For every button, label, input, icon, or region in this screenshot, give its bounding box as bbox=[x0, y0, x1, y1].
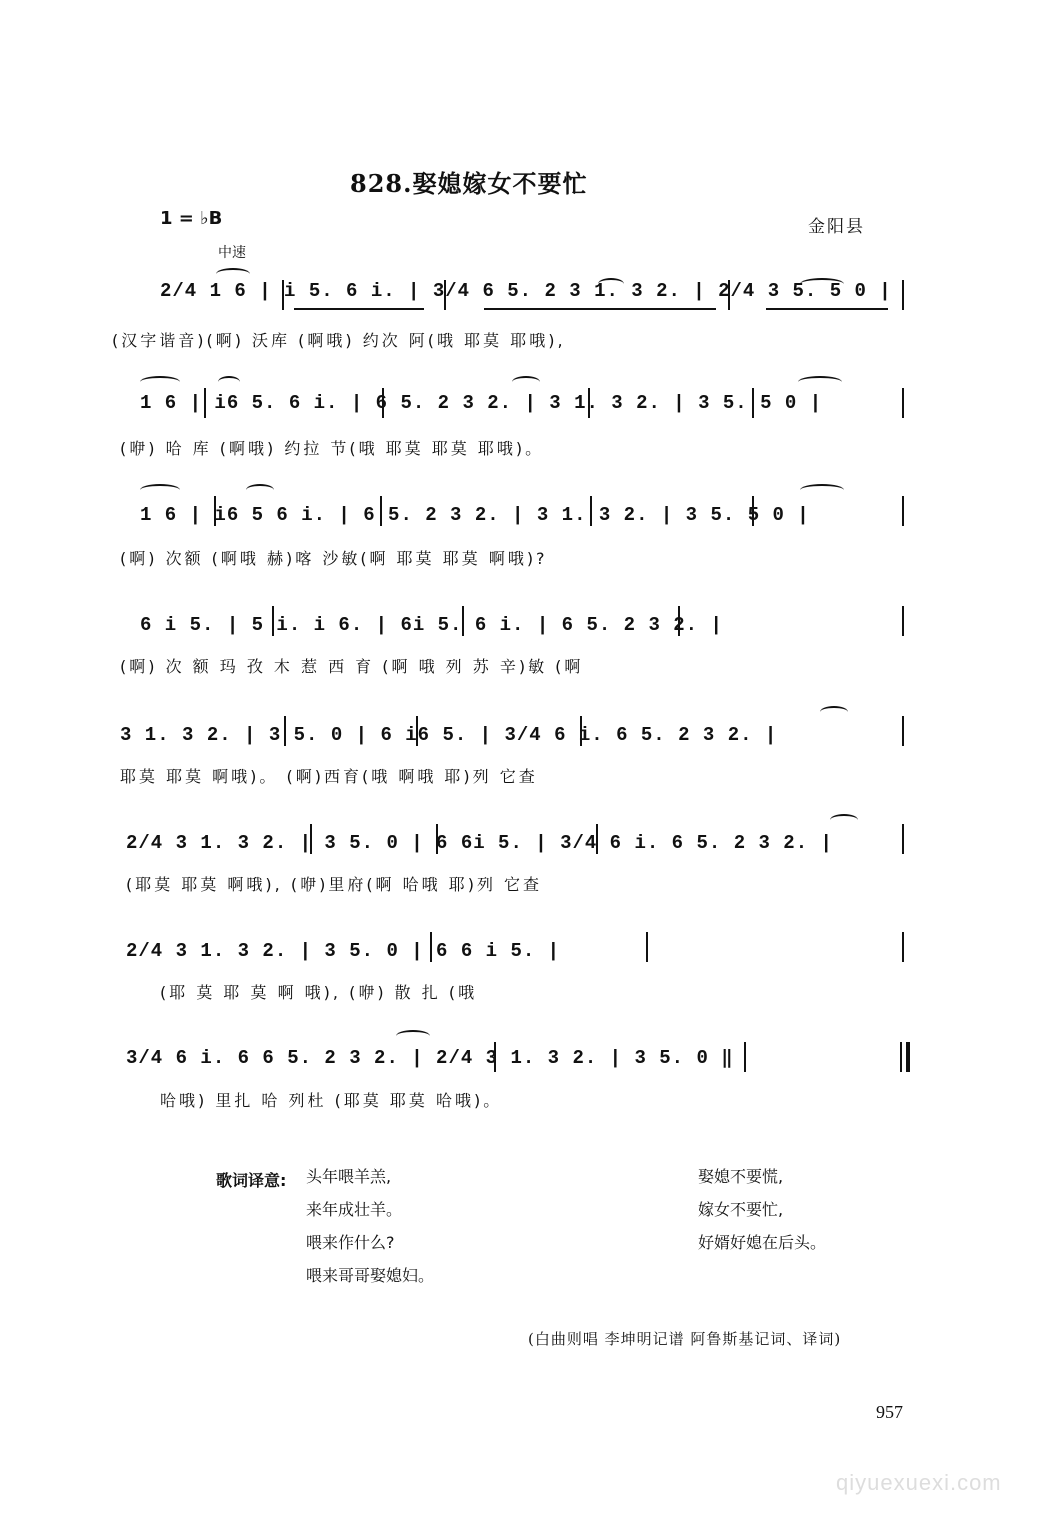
key-signature: 1 = ♭B bbox=[160, 208, 223, 229]
credits: (白曲则唱 李坤明记谱 阿鲁斯基记词、译词) bbox=[528, 1330, 842, 1348]
underline bbox=[294, 308, 424, 310]
translation-line: 喂来作什么? bbox=[306, 1233, 395, 1252]
notation-line: 2/4 3 1. 3 2. | 3 5. 0 | 6 6i 5. | 3/4 6 i. 6 5. 2 3 2. | bbox=[126, 832, 833, 854]
slur bbox=[140, 484, 180, 496]
notation-line: 1 6 | i6 5. 6 i. | 6 5. 2 3 2. | 3 1. 3 2. | 3 5. 5 0 | bbox=[140, 392, 823, 414]
notation-line: 6 i 5. | 5 i. i 6. | 6i 5. 6 i. | 6 5. 2 3 2. | bbox=[140, 614, 723, 636]
song-title: 828.娶媳嫁女不要忙 bbox=[350, 169, 588, 198]
notation-line: 3/4 6 i. 6 6 5. 2 3 2. | 2/4 3 1. 3 2. | 3 5. 0 ‖ bbox=[126, 1047, 734, 1069]
barline bbox=[902, 932, 904, 962]
translation-left bbox=[306, 1160, 434, 1292]
underline bbox=[484, 308, 716, 310]
translation-label: 歌词译意: bbox=[216, 1171, 287, 1190]
translation-line: 来年成壮羊。 bbox=[306, 1200, 403, 1219]
tempo-marking: 中速 bbox=[218, 245, 246, 261]
translation-line: 娶媳不要慌, bbox=[698, 1167, 784, 1186]
barline bbox=[902, 606, 904, 636]
notation-line: 3 1. 3 2. | 3 5. 0 | 6 i6 5. | 3/4 6 i. 6 5. 2 3 2. | bbox=[120, 724, 778, 746]
lyrics-line: (咿) 哈 库 (啊哦) 约拉 节(哦 耶莫 耶莫 耶哦)。 bbox=[120, 439, 545, 458]
translation-right bbox=[698, 1160, 826, 1259]
barline bbox=[902, 716, 904, 746]
lyrics-line: (耶莫 耶莫 啊哦), (咿)里府(啊 哈哦 耶)列 它查 bbox=[126, 875, 543, 894]
barline bbox=[900, 1042, 902, 1072]
slur bbox=[396, 1030, 430, 1042]
underline bbox=[766, 308, 888, 310]
lyrics-line: (啊) 次 额 玛 孜 木 惹 西 育 (啊 哦 列 苏 辛)敏 (啊 bbox=[120, 657, 584, 676]
notation-line: 1 6 | i6 5 6 i. | 6 5. 2 3 2. | 3 1. 3 2. | 3 5. 5 0 | bbox=[140, 504, 810, 526]
slur bbox=[820, 706, 848, 718]
watermark: qiyuexuexi.com bbox=[836, 1470, 1002, 1495]
barline bbox=[902, 280, 904, 310]
translation-line: 喂来哥哥娶媳妇。 bbox=[306, 1266, 435, 1285]
slur bbox=[246, 484, 274, 496]
translation-line: 好婿好媳在后头。 bbox=[698, 1233, 827, 1252]
slur bbox=[798, 376, 842, 388]
translation-line: 嫁女不要忙, bbox=[698, 1200, 784, 1219]
lyrics-line: (耶 莫 耶 莫 啊 哦), (咿) 散 扎 (哦 bbox=[160, 983, 478, 1002]
lyrics-line: 耶莫 耶莫 啊哦)。 (啊)西育(哦 啊哦 耶)列 它查 bbox=[120, 767, 538, 786]
notation-line: 2/4 1 6 | i 5. 6 i. | 3/4 6 5. 2 3 1. 3 2. | 2/4 3 5. 5 0 | bbox=[160, 280, 892, 302]
slur bbox=[512, 376, 540, 388]
barline bbox=[902, 496, 904, 526]
lyrics-line: 哈哦) 里扎 哈 列杜 (耶莫 耶莫 哈哦)。 bbox=[160, 1091, 503, 1110]
slur bbox=[140, 376, 180, 388]
notation-line: 2/4 3 1. 3 2. | 3 5. 0 | 6 6 i 5. | bbox=[126, 940, 561, 962]
song-origin: 金阳县 bbox=[808, 217, 865, 237]
barline bbox=[744, 1042, 746, 1072]
lyrics-line: (汉字谐音)(啊) 沃库 (啊哦) 约次 阿(哦 耶莫 耶哦), bbox=[112, 331, 566, 350]
final-barline bbox=[906, 1042, 910, 1072]
slur bbox=[800, 484, 844, 496]
translation-line: 头年喂羊羔, bbox=[306, 1167, 392, 1186]
slur bbox=[218, 376, 240, 388]
barline bbox=[902, 824, 904, 854]
barline bbox=[902, 388, 904, 418]
lyrics-line: (啊) 次额 (啊哦 赫)喀 沙敏(啊 耶莫 耶莫 啊哦)? bbox=[120, 549, 548, 568]
barline bbox=[646, 932, 648, 962]
slur bbox=[216, 268, 250, 280]
page-number: 957 bbox=[876, 1402, 903, 1422]
slur bbox=[830, 814, 858, 826]
